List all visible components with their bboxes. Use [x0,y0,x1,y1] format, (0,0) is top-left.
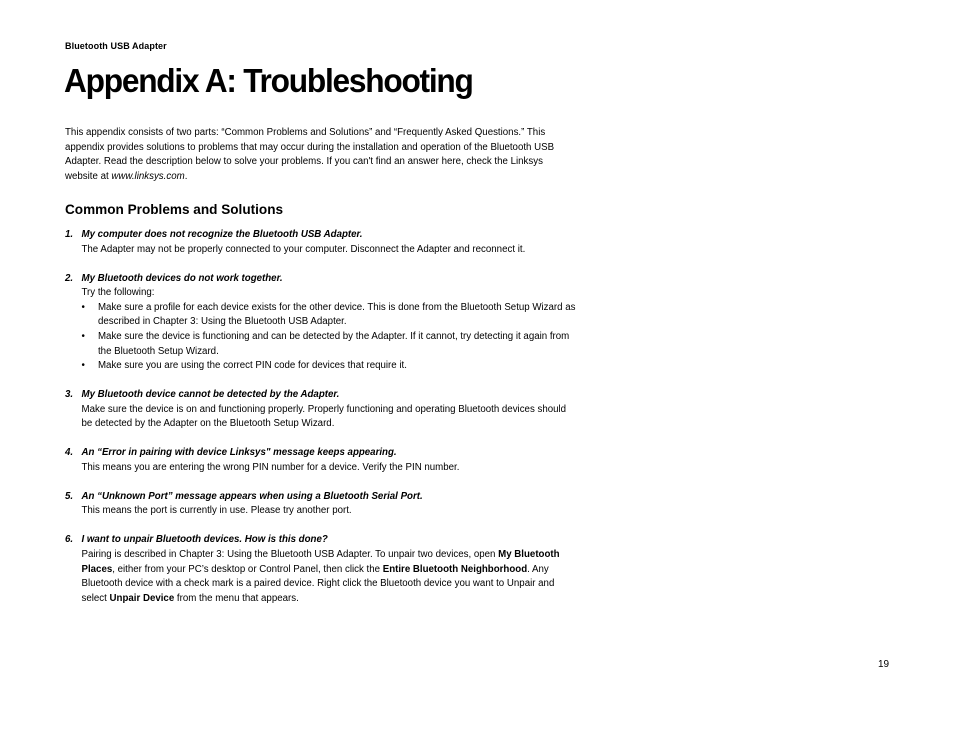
answer-text: . Any Bluetooth device with a check mark is a paired device. Right click the Bluetooth device you want to Unpair and select [81,563,555,604]
problem-question-text: My Bluetooth devices do not work together. [81,272,283,284]
intro-text-end: . [184,170,188,182]
problem-item-3 [65,388,579,432]
problem-question-text: An “Unknown Port” message appears when using a Bluetooth Serial Port. [81,490,423,502]
bullet-item [81,359,579,374]
problem-question-text: My Bluetooth device cannot be detected by the Adapter. [81,389,340,401]
answer-text: from the menu that appears. [174,592,299,604]
problem-number: 3. [65,389,74,401]
problem-answer: The Adapter may not be properly connected to your computer. Disconnect the Adapter and reconnect it. [81,243,526,255]
entire-bluetooth-neighborhood-term: Entire Bluetooth Neighborhood [382,563,528,575]
bullet-icon: • [81,330,85,342]
problem-answer: This means the port is currently in use. Please try another port. [81,505,352,517]
bullet-icon: • [81,301,85,313]
linksys-website-link[interactable]: www.linksys.com [111,170,185,182]
problem-question [65,388,579,403]
bullet-item [81,301,579,330]
problem-question-text: An “Error in pairing with device Linksys" message keeps appearing. [81,447,397,459]
unpair-device-term: Unpair Device [109,592,175,604]
bullet-list [65,301,579,374]
bullet-text: Make sure you are using the correct PIN code for devices that require it. [97,360,407,372]
problem-question [65,533,579,548]
troubleshooting-list [65,228,579,621]
problem-question [65,446,579,461]
problem-item-1 [65,228,579,257]
problem-question [65,490,579,505]
problem-number: 6. [65,534,74,546]
bullet-text: Make sure a profile for each device exists for the other device. This is done from the Bluetooth Setup Wizard as described in Chapter 3: Using the Bluetooth USB Adapter. [97,301,576,328]
page-number: 19 [878,659,890,670]
problem-item-4 [65,446,579,475]
bullet-text: Make sure the device is functioning and can be detected by the Adapter. If it cannot, try detecting it again from the Bluetooth Setup Wizard. [97,330,570,357]
problem-number: 1. [65,229,74,240]
problem-number: 2. [65,272,74,284]
problem-number: 5. [65,490,74,502]
bullet-icon: • [81,360,85,372]
problem-question [65,228,579,243]
problem-answer [65,548,579,606]
intro-text: This appendix consists of two parts: “Common Problems and Solutions” and “Frequently Asked Questions.” This appendix provides solutions to problems that may occur during the installation and operation of the Bluetooth USB Adapter. Read the description below to solve your problems. If you can't find an answer here, check the Linksys website at [65,127,555,182]
intro-paragraph [65,126,574,184]
bullet-item [81,330,579,359]
problem-answer: Try the following: [81,287,155,299]
problem-question [65,272,579,287]
problem-answer: This means you are entering the wrong PIN number for a device. Verify the PIN number. [81,461,460,473]
answer-text: Pairing is described in Chapter 3: Using the Bluetooth USB Adapter. To unpair two devices, open [81,549,499,561]
problem-answer: Make sure the device is on and functioning properly. Properly functioning and operating Bluetooth devices should be detected by the Adapter on the Bluetooth Setup Wizard. [81,403,567,430]
running-header: Bluetooth USB Adapter [65,41,167,51]
problem-item-5 [65,490,579,519]
answer-text: , either from your PC’s desktop or Control Panel, then click the [112,563,383,575]
page-title: Appendix A: Troubleshooting [64,62,473,99]
problem-number: 4. [65,447,74,459]
section-heading: Common Problems and Solutions [65,201,284,217]
problem-item-6 [65,533,579,606]
my-bluetooth-places-term: My Bluetooth Places [81,549,560,575]
problem-question-text: I want to unpair Bluetooth devices. How is this done? [81,534,328,546]
problem-question-text: My computer does not recognize the Bluetooth USB Adapter. [81,229,363,240]
problem-item-2 [65,272,579,374]
